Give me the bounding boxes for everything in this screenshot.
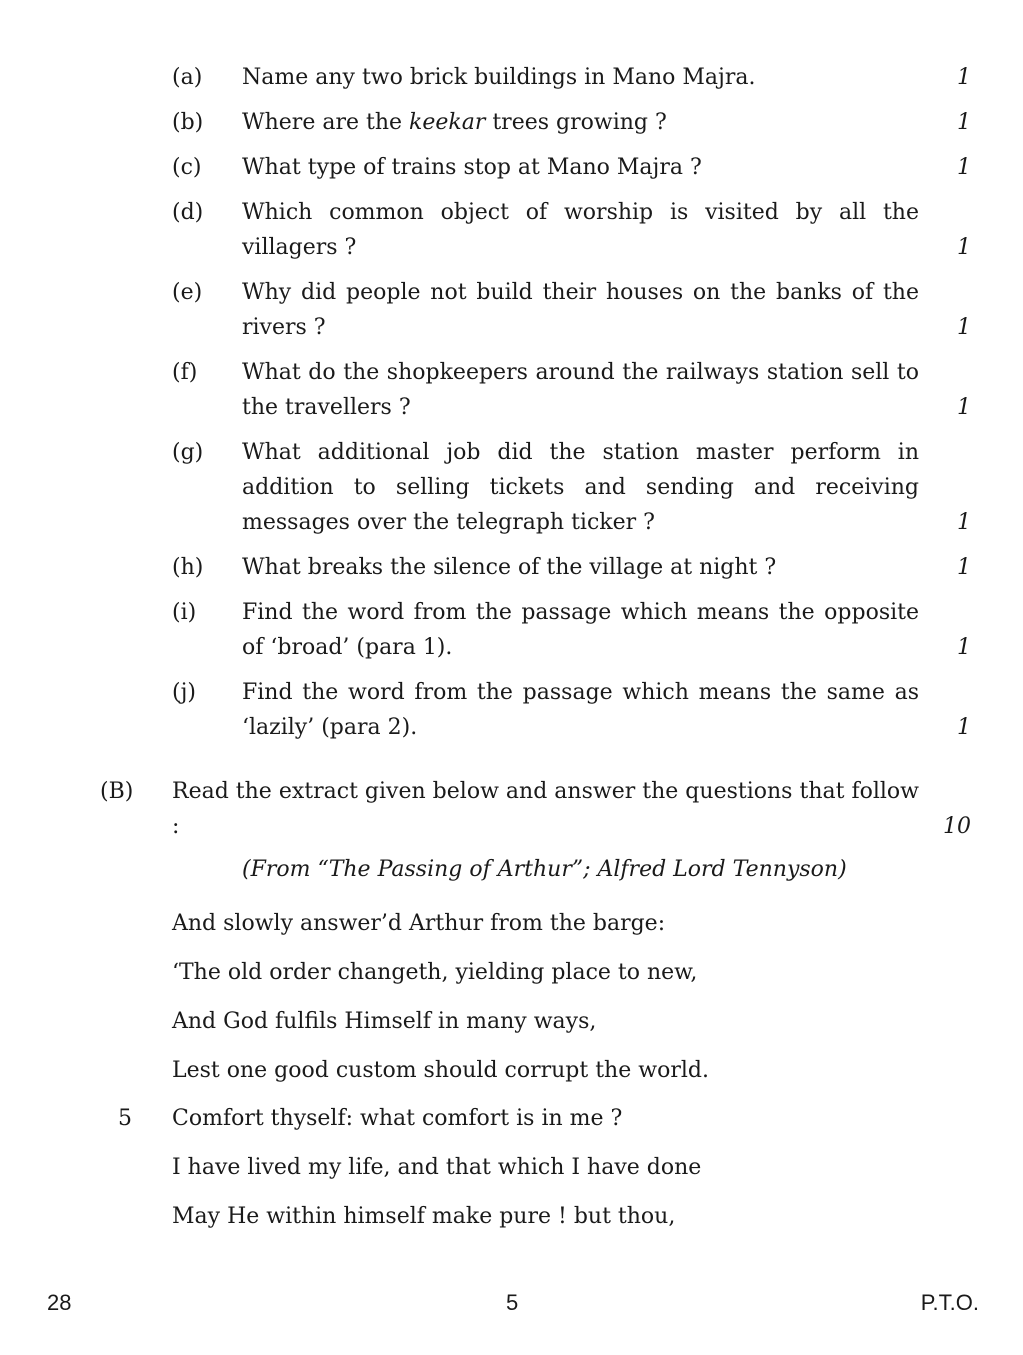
question-text — [242, 105, 919, 140]
question-label: (j) — [172, 680, 196, 705]
extract-source: (From “The Passing of Arthur”; Alfred Lord Tennyson) — [242, 857, 847, 882]
question-label: (a) — [172, 65, 203, 90]
section-b-marks: 10 — [943, 814, 971, 839]
question-text: Why did people not build their houses on the banks of the rivers ? — [242, 280, 919, 340]
question-marks: 1 — [957, 715, 971, 740]
question-label: (i) — [172, 600, 197, 625]
poem-line: And God fulfils Himself in many ways, — [172, 1009, 597, 1034]
question-text-before: Where are the — [242, 110, 409, 135]
question-text-after: trees growing ? — [485, 110, 667, 135]
poem-line: I have lived my life, and that which I have done — [172, 1155, 702, 1180]
question-marks: 1 — [957, 555, 971, 580]
section-b-label: (B) — [100, 779, 134, 804]
poem-line-number: 5 — [118, 1106, 132, 1131]
question-marks: 1 — [957, 65, 971, 90]
poem-line: Lest one good custom should corrupt the world. — [172, 1058, 709, 1083]
page-number: 5 — [506, 1290, 519, 1315]
question-label: (d) — [172, 200, 204, 225]
question-text: What do the shopkeepers around the railways station sell to the travellers ? — [242, 360, 919, 420]
question-marks: 1 — [957, 395, 971, 420]
question-label: (f) — [172, 360, 198, 385]
question-text: What additional job did the station master perform in addition to selling tickets and sending and receiving messages over the telegraph ticker ? — [242, 440, 919, 535]
question-label: (e) — [172, 280, 203, 305]
question-marks: 1 — [957, 635, 971, 660]
question-label: (c) — [172, 155, 202, 180]
poem-line: Comfort thyself: what comfort is in me ? — [172, 1106, 623, 1131]
poem-line: And slowly answer’d Arthur from the barge: — [172, 911, 666, 936]
footer-pto: P.T.O. — [920, 1290, 979, 1315]
section-b-instruction: Read the extract given below and answer the questions that follow : — [172, 779, 919, 839]
question-text: What breaks the silence of the village at night ? — [242, 555, 777, 580]
question-marks: 1 — [957, 110, 971, 135]
question-text: What type of trains stop at Mano Majra ? — [242, 155, 702, 180]
question-text: Which common object of worship is visited by all the villagers ? — [242, 200, 919, 260]
question-label: (b) — [172, 110, 204, 135]
question-marks: 1 — [957, 315, 971, 340]
footer-code: 28 — [47, 1290, 72, 1315]
question-text: Name any two brick buildings in Mano Majra. — [242, 65, 756, 90]
question-marks: 1 — [957, 235, 971, 260]
question-text: Find the word from the passage which means the opposite of ‘broad’ (para 1). — [242, 600, 919, 660]
question-marks: 1 — [957, 510, 971, 535]
poem-line: ‘The old order changeth, yielding place to new, — [172, 960, 698, 985]
question-text-italic: keekar — [409, 110, 486, 135]
question-marks: 1 — [957, 155, 971, 180]
question-text: Find the word from the passage which means the same as ‘lazily’ (para 2). — [242, 680, 919, 740]
poem-line: May He within himself make pure ! but thou, — [172, 1204, 676, 1229]
question-label: (g) — [172, 440, 204, 465]
question-label: (h) — [172, 555, 204, 580]
